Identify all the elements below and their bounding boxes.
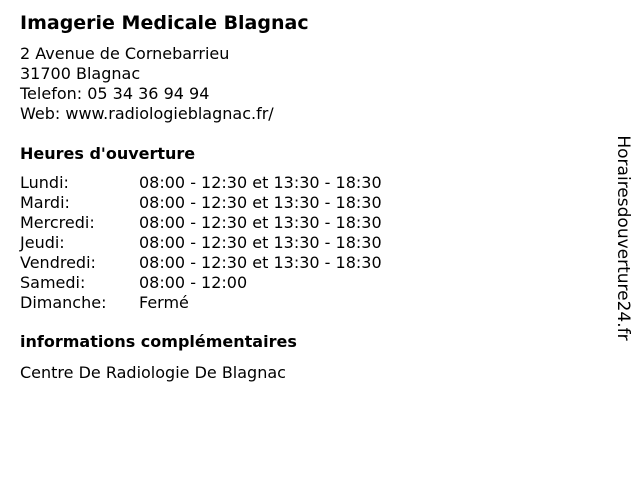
hours-row-mardi: [20, 193, 580, 213]
hours-row-samedi: [20, 273, 580, 293]
phone-number: Telefon: 05 34 36 94 94: [20, 84, 210, 103]
hours-heading: Heures d'ouverture: [20, 144, 196, 163]
time-range: 08:00 - 12:30 et 13:30 - 18:30: [139, 173, 382, 192]
time-range: 08:00 - 12:00: [139, 273, 248, 292]
day-label: Mercredi:: [20, 213, 95, 232]
address-street: 2 Avenue de Cornebarrieu: [20, 44, 230, 63]
business-card: [20, 10, 580, 383]
website: Web: www.radiologieblagnac.fr/: [20, 104, 274, 123]
hours-row-jeudi: [20, 233, 580, 253]
info-text: Centre De Radiologie De Blagnac: [20, 363, 286, 382]
address-city: 31700 Blagnac: [20, 64, 141, 83]
time-range: 08:00 - 12:30 et 13:30 - 18:30: [139, 233, 382, 252]
site-watermark-label: Horairesdouverture24.fr: [613, 135, 633, 341]
address-block: [20, 44, 580, 124]
time-range: 08:00 - 12:30 et 13:30 - 18:30: [139, 193, 382, 212]
day-label: Vendredi:: [20, 253, 96, 272]
hours-row-mercredi: [20, 213, 580, 233]
day-label: Lundi:: [20, 173, 69, 192]
hours-table: [20, 173, 580, 313]
hours-row-vendredi: [20, 253, 580, 273]
hours-row-dimanche: [20, 293, 580, 313]
info-heading: informations complémentaires: [20, 332, 297, 351]
day-label: Mardi:: [20, 193, 70, 212]
business-name: Imagerie Medicale Blagnac: [20, 12, 309, 34]
day-label: Samedi:: [20, 273, 86, 292]
day-label: Jeudi:: [20, 233, 65, 252]
hours-row-lundi: [20, 173, 580, 193]
time-range: 08:00 - 12:30 et 13:30 - 18:30: [139, 213, 382, 232]
time-range: 08:00 - 12:30 et 13:30 - 18:30: [139, 253, 382, 272]
time-range: Fermé: [139, 293, 189, 312]
day-label: Dimanche:: [20, 293, 107, 312]
